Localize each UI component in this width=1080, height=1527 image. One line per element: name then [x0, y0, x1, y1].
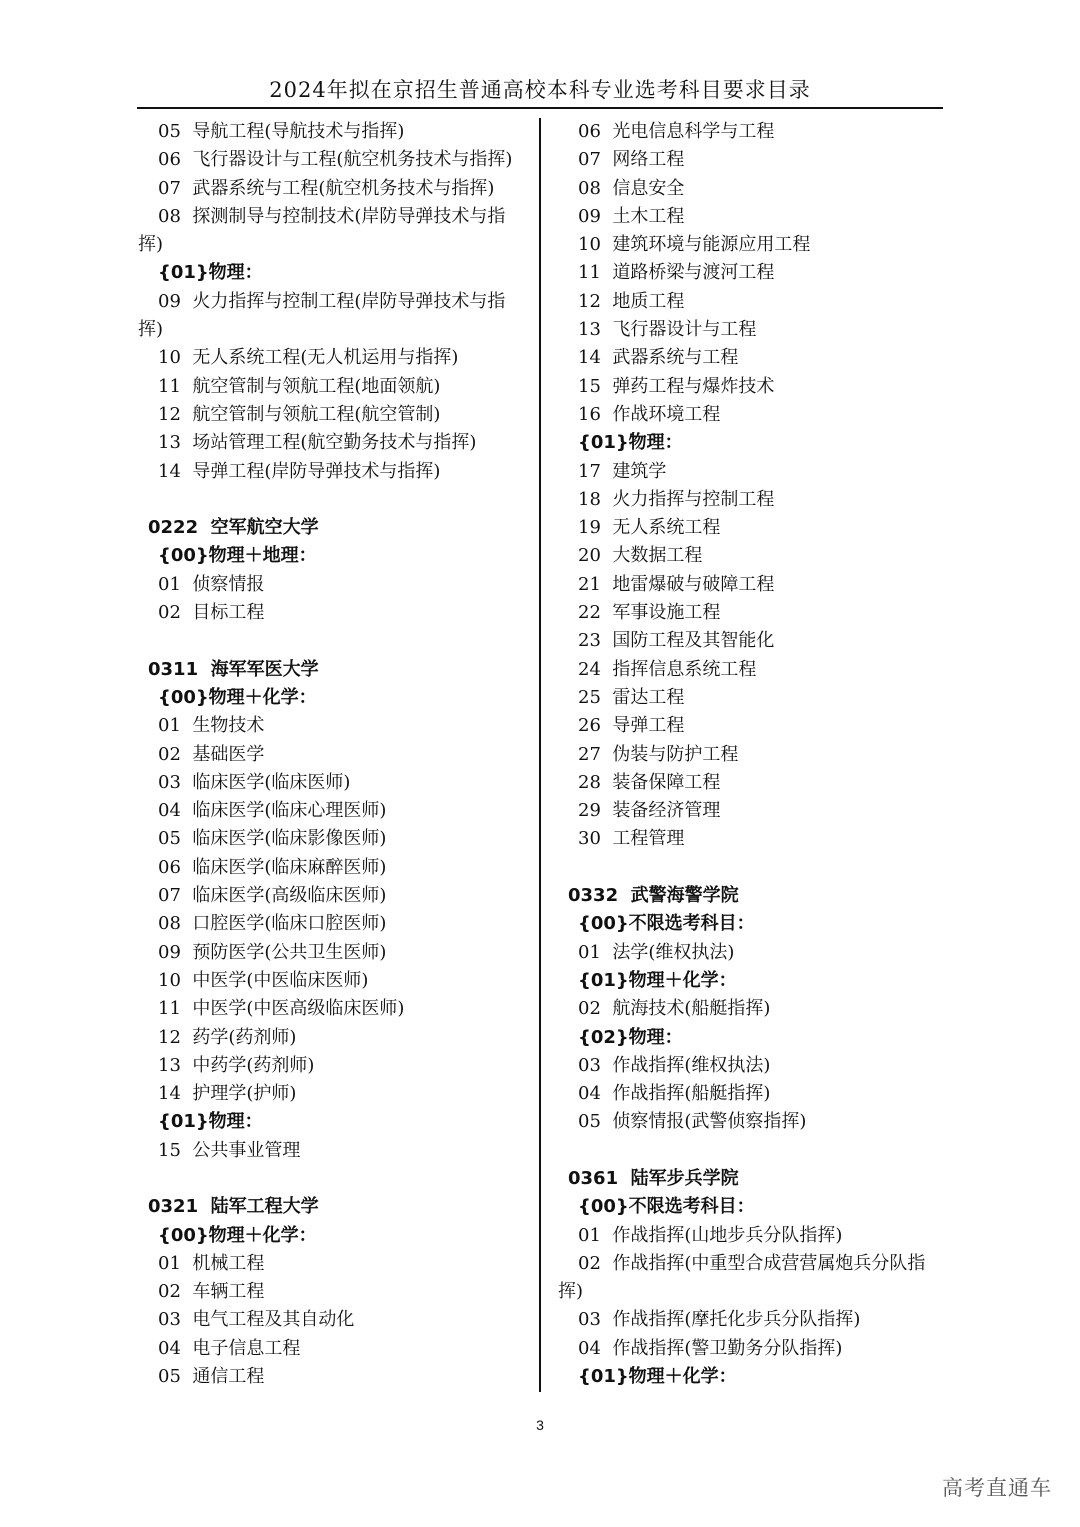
subject-requirement: {01}物理：	[578, 432, 683, 454]
subject-requirement: {00}不限选考科目：	[578, 913, 755, 935]
major-entry: 18 火力指挥与控制工程	[578, 488, 775, 510]
title-underline	[137, 107, 943, 109]
major-entry: 01 作战指挥(山地步兵分队指挥)	[578, 1224, 843, 1246]
major-entry: 01 法学(维权执法)	[578, 941, 735, 963]
major-entry: 08 探测制导与控制技术(岸防导弹技术与指	[158, 205, 506, 227]
major-entry: 12 航空管制与领航工程(航空管制)	[158, 403, 441, 425]
watermark: 高考直通车	[942, 1476, 1052, 1500]
major-entry: 20 大数据工程	[578, 545, 703, 567]
major-entry: 03 作战指挥(摩托化步兵分队指挥)	[578, 1309, 861, 1331]
major-entry: 11 中医学(中医高级临床医师)	[158, 998, 405, 1020]
major-entry: 12 药学(药剂师)	[158, 1026, 297, 1048]
major-entry: 13 飞行器设计与工程	[578, 319, 757, 341]
major-entry: 06 光电信息科学与工程	[578, 121, 775, 142]
major-entry: 08 信息安全	[578, 177, 685, 199]
page-title: 2024年拟在京招生普通高校本科专业选考科目要求目录	[269, 78, 811, 102]
major-entry: 05 侦察情报(武警侦察指挥)	[578, 1111, 807, 1133]
major-entry: 12 地质工程	[578, 290, 685, 312]
major-entry: 05 导航工程(导航技术与指挥)	[158, 121, 405, 142]
blank-line	[558, 854, 946, 882]
blank-line	[138, 486, 530, 514]
major-entry: 07 网络工程	[578, 149, 685, 171]
major-entry-continuation: 挥)	[138, 234, 164, 256]
major-entry: 05 通信工程	[158, 1366, 265, 1388]
major-entry: 02 车辆工程	[158, 1281, 265, 1303]
major-entry: 25 雷达工程	[578, 686, 685, 708]
right-column	[558, 118, 946, 1391]
page-number: 3	[536, 1417, 544, 1433]
major-entry: 30 工程管理	[578, 828, 685, 850]
major-entry: 03 作战指挥(维权执法)	[578, 1054, 771, 1076]
column-divider	[539, 118, 541, 1392]
blank-line	[558, 1137, 946, 1165]
major-entry: 27 伪装与防护工程	[578, 743, 739, 765]
major-entry: 22 军事设施工程	[578, 602, 721, 624]
major-entry: 16 作战环境工程	[578, 403, 721, 425]
major-entry: 11 道路桥梁与渡河工程	[578, 262, 775, 284]
school-heading: 0361 陆军步兵学院	[568, 1167, 739, 1189]
blank-line	[138, 627, 530, 655]
major-entry: 06 飞行器设计与工程(航空机务技术与指挥)	[158, 149, 513, 171]
subject-requirement: {01}物理：	[158, 262, 263, 284]
subject-requirement: {00}物理＋化学：	[158, 1224, 317, 1246]
major-entry: 01 侦察情报	[158, 573, 265, 595]
major-entry: 07 临床医学(高级临床医师)	[158, 885, 387, 907]
major-entry: 03 临床医学(临床医师)	[158, 771, 351, 793]
major-entry: 04 作战指挥(警卫勤务分队指挥)	[578, 1337, 843, 1359]
major-entry: 24 指挥信息系统工程	[578, 658, 757, 680]
major-entry: 15 弹药工程与爆炸技术	[578, 375, 775, 397]
major-entry: 11 航空管制与领航工程(地面领航)	[158, 375, 441, 397]
subject-requirement: {01}物理：	[158, 1111, 263, 1133]
major-entry: 19 无人系统工程	[578, 517, 721, 539]
major-entry: 05 临床医学(临床影像医师)	[158, 828, 387, 850]
major-entry: 10 中医学(中医临床医师)	[158, 969, 369, 991]
school-heading: 0311 海军军医大学	[148, 658, 319, 680]
major-entry: 15 公共事业管理	[158, 1139, 301, 1161]
subject-requirement: {00}物理＋地理：	[158, 545, 317, 567]
subject-requirement: {01}物理＋化学：	[578, 969, 737, 991]
left-column	[138, 118, 530, 1391]
major-entry: 04 电子信息工程	[158, 1337, 301, 1359]
major-entry: 03 电气工程及其自动化	[158, 1309, 355, 1331]
major-entry: 26 导弹工程	[578, 715, 685, 737]
major-entry: 29 装备经济管理	[578, 800, 721, 822]
major-entry: 09 火力指挥与控制工程(岸防导弹技术与指	[158, 290, 506, 312]
blank-line	[138, 1165, 530, 1193]
subject-requirement: {01}物理＋化学：	[578, 1366, 737, 1388]
major-entry: 07 武器系统与工程(航空机务技术与指挥)	[158, 177, 495, 199]
school-heading: 0222 空军航空大学	[148, 517, 319, 539]
major-entry: 14 导弹工程(岸防导弹技术与指挥)	[158, 460, 441, 482]
major-entry: 13 中药学(药剂师)	[158, 1054, 315, 1076]
subject-requirement: {02}物理：	[578, 1026, 683, 1048]
major-entry: 09 土木工程	[578, 205, 685, 227]
major-entry: 02 基础医学	[158, 743, 265, 765]
major-entry: 01 机械工程	[158, 1252, 265, 1274]
major-entry-continuation: 挥)	[138, 319, 164, 341]
major-entry: 02 航海技术(船艇指挥)	[578, 998, 771, 1020]
major-entry: 23 国防工程及其智能化	[578, 630, 775, 652]
major-entry: 01 生物技术	[158, 715, 265, 737]
major-entry-continuation: 挥)	[558, 1281, 584, 1303]
major-entry: 04 作战指挥(船艇指挥)	[578, 1083, 771, 1105]
major-entry: 09 预防医学(公共卫生医师)	[158, 941, 387, 963]
major-entry: 10 无人系统工程(无人机运用与指挥)	[158, 347, 459, 369]
major-entry: 14 护理学(护师)	[158, 1083, 297, 1105]
school-heading: 0332 武警海警学院	[568, 885, 739, 907]
major-entry: 02 作战指挥(中重型合成营营属炮兵分队指	[578, 1252, 926, 1274]
major-entry: 28 装备保障工程	[578, 771, 721, 793]
subject-requirement: {00}物理＋化学：	[158, 686, 317, 708]
major-entry: 10 建筑环境与能源应用工程	[578, 234, 811, 256]
school-heading: 0321 陆军工程大学	[148, 1196, 319, 1218]
major-entry: 17 建筑学	[578, 460, 667, 482]
major-entry: 14 武器系统与工程	[578, 347, 739, 369]
major-entry: 13 场站管理工程(航空勤务技术与指挥)	[158, 432, 477, 454]
major-entry: 21 地雷爆破与破障工程	[578, 573, 775, 595]
major-entry: 08 口腔医学(临床口腔医师)	[158, 913, 387, 935]
subject-requirement: {00}不限选考科目：	[578, 1196, 755, 1218]
major-entry: 02 目标工程	[158, 602, 265, 624]
major-entry: 06 临床医学(临床麻醉医师)	[158, 856, 387, 878]
major-entry: 04 临床医学(临床心理医师)	[158, 800, 387, 822]
